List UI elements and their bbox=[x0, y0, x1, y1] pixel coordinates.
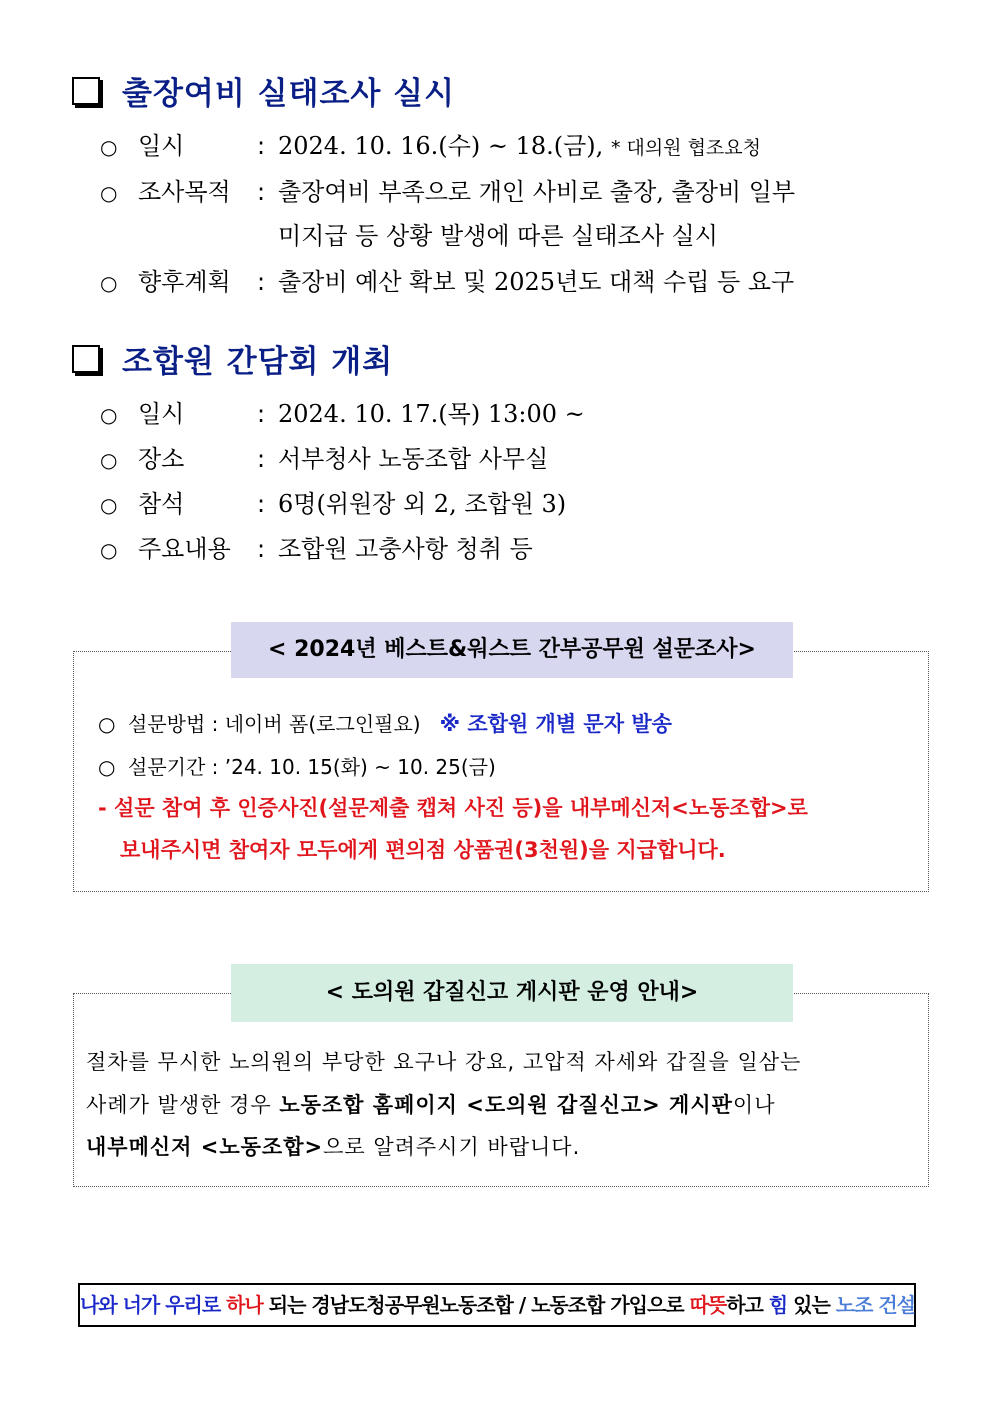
survey-method-note: ※ 조합원 개별 문자 발송 bbox=[439, 712, 672, 736]
survey-period-label: 설문기간 bbox=[128, 755, 206, 779]
circle-bullet-icon: ○ bbox=[100, 448, 118, 472]
board-line3-post: 으로 알려주시기 바랍니다. bbox=[323, 1135, 581, 1159]
circle-bullet-icon: ○ bbox=[100, 538, 118, 562]
circle-bullet-icon: ○ bbox=[98, 755, 116, 779]
board-line1: 절차를 무시한 노의원의 부당한 요구나 강요, 고압적 자세와 갑질을 일삼는 bbox=[86, 1050, 802, 1074]
slogan-part: 있는 bbox=[787, 1293, 836, 1317]
section2-row-place: ○ 장소 : 서부청사 노동조합 사무실 bbox=[100, 439, 548, 474]
row-value: 출장비 예산 확보 및 2025년도 대책 수립 등 요구 bbox=[278, 268, 795, 296]
board-line3 bbox=[86, 1131, 580, 1161]
survey-header: < 2024년 베스트&워스트 간부공무원 설문조사> bbox=[231, 622, 793, 678]
board-line2-post: 이나 bbox=[732, 1093, 776, 1117]
survey-period-value: ’24. 10. 15(화) ~ 10. 25(금) bbox=[224, 755, 496, 779]
row-value: 2024. 10. 17.(목) 13:00 ~ bbox=[278, 400, 585, 428]
slogan-part: 하나 bbox=[226, 1293, 263, 1317]
row-value: 서부청사 노동조합 사무실 bbox=[278, 445, 549, 473]
survey-notice-line2: 보내주시면 참여자 모두에게 편의점 상품권(3천원)을 지급합니다. bbox=[120, 838, 726, 862]
row-value: 6명(위원장 외 2, 조합원 3) bbox=[278, 490, 567, 518]
section2-title: 조합원 간담회 개최 bbox=[122, 344, 394, 380]
section1-row-plan: ○ 향후계획 : 출장비 예산 확보 및 2025년도 대책 수립 등 요구 bbox=[100, 262, 794, 297]
slogan-part: 나와 너가 우리로 bbox=[80, 1293, 227, 1317]
section1-row-purpose: ○ 조사목적 : 출장여비 부족으로 개인 사비로 출장, 출장비 일부 bbox=[100, 172, 795, 207]
circle-bullet-icon: ○ bbox=[100, 135, 118, 159]
row-value: 출장여비 부족으로 개인 사비로 출장, 출장비 일부 bbox=[278, 178, 796, 206]
slogan-part: 하고 bbox=[726, 1293, 769, 1317]
checkbox-icon bbox=[72, 77, 100, 105]
board-header: < 도의원 갑질신고 게시판 운영 안내> bbox=[231, 964, 793, 1022]
board-line3-bold: 내부메신저 <노동조합> bbox=[86, 1135, 324, 1159]
section2-row-agenda: ○ 주요내용 : 조합원 고충사항 청취 등 bbox=[100, 529, 533, 564]
checkbox-icon bbox=[72, 345, 100, 373]
row-label: 일시 bbox=[138, 400, 185, 428]
slogan-part: 따뜻 bbox=[689, 1293, 727, 1317]
board-line2-pre: 사례가 발생한 경우 bbox=[86, 1093, 280, 1117]
section1-title: 출장여비 실태조사 실시 bbox=[122, 76, 456, 112]
row-note: * 대의원 협조요청 bbox=[610, 137, 761, 159]
footer-slogan bbox=[78, 1283, 916, 1327]
row-label: 참석 bbox=[138, 490, 185, 518]
slogan-part: 힘 bbox=[768, 1293, 788, 1317]
circle-bullet-icon: ○ bbox=[98, 712, 116, 736]
survey-period-row: ○ 설문기간 : ’24. 10. 15(화) ~ 10. 25(금) bbox=[98, 755, 496, 779]
section1-row-purpose-continued: 미지급 등 상황 발생에 따른 실태조사 실시 bbox=[278, 222, 718, 250]
board-line2 bbox=[86, 1089, 776, 1119]
survey-notice-line1: - 설문 참여 후 인증사진(설문제출 캡쳐 사진 등)을 내부메신저<노동조합>로 bbox=[98, 796, 808, 820]
row-label: 조사목적 bbox=[138, 178, 231, 206]
board-line2-bold: 노동조합 홈페이지 <도의원 갑질신고> 게시판 bbox=[279, 1093, 733, 1117]
section2-row-date: ○ 일시 : 2024. 10. 17.(목) 13:00 ~ bbox=[100, 394, 585, 429]
row-label: 주요내용 bbox=[138, 535, 231, 563]
circle-bullet-icon: ○ bbox=[100, 181, 118, 205]
survey-method-label: 설문방법 bbox=[128, 712, 206, 736]
survey-method-row: ○ 설문방법 : 네이버 폼(로그인필요) ※ 조합원 개별 문자 발송 bbox=[98, 712, 672, 736]
survey-method-value: 네이버 폼(로그인필요) bbox=[224, 712, 421, 736]
circle-bullet-icon: ○ bbox=[100, 271, 118, 295]
section1-heading bbox=[72, 68, 455, 113]
section2-heading bbox=[72, 336, 393, 381]
circle-bullet-icon: ○ bbox=[100, 403, 118, 427]
circle-bullet-icon: ○ bbox=[100, 493, 118, 517]
row-value: 조합원 고충사항 청취 등 bbox=[278, 535, 533, 563]
slogan-part: 노조 건설 bbox=[835, 1293, 915, 1317]
section1-row-date: ○ 일시 : 2024. 10. 16.(수) ~ 18.(금), * 대의원 협조요청 bbox=[100, 126, 761, 161]
row-label: 향후계획 bbox=[138, 268, 231, 296]
section2-row-attendees: ○ 참석 : 6명(위원장 외 2, 조합원 3) bbox=[100, 484, 566, 519]
row-label: 장소 bbox=[138, 445, 185, 473]
row-value: 2024. 10. 16.(수) ~ 18.(금), bbox=[278, 132, 604, 160]
row-label: 일시 bbox=[138, 132, 185, 160]
slogan-part: 되는 경남도청공무원노동조합 / 노동조합 가입으로 bbox=[262, 1293, 690, 1317]
